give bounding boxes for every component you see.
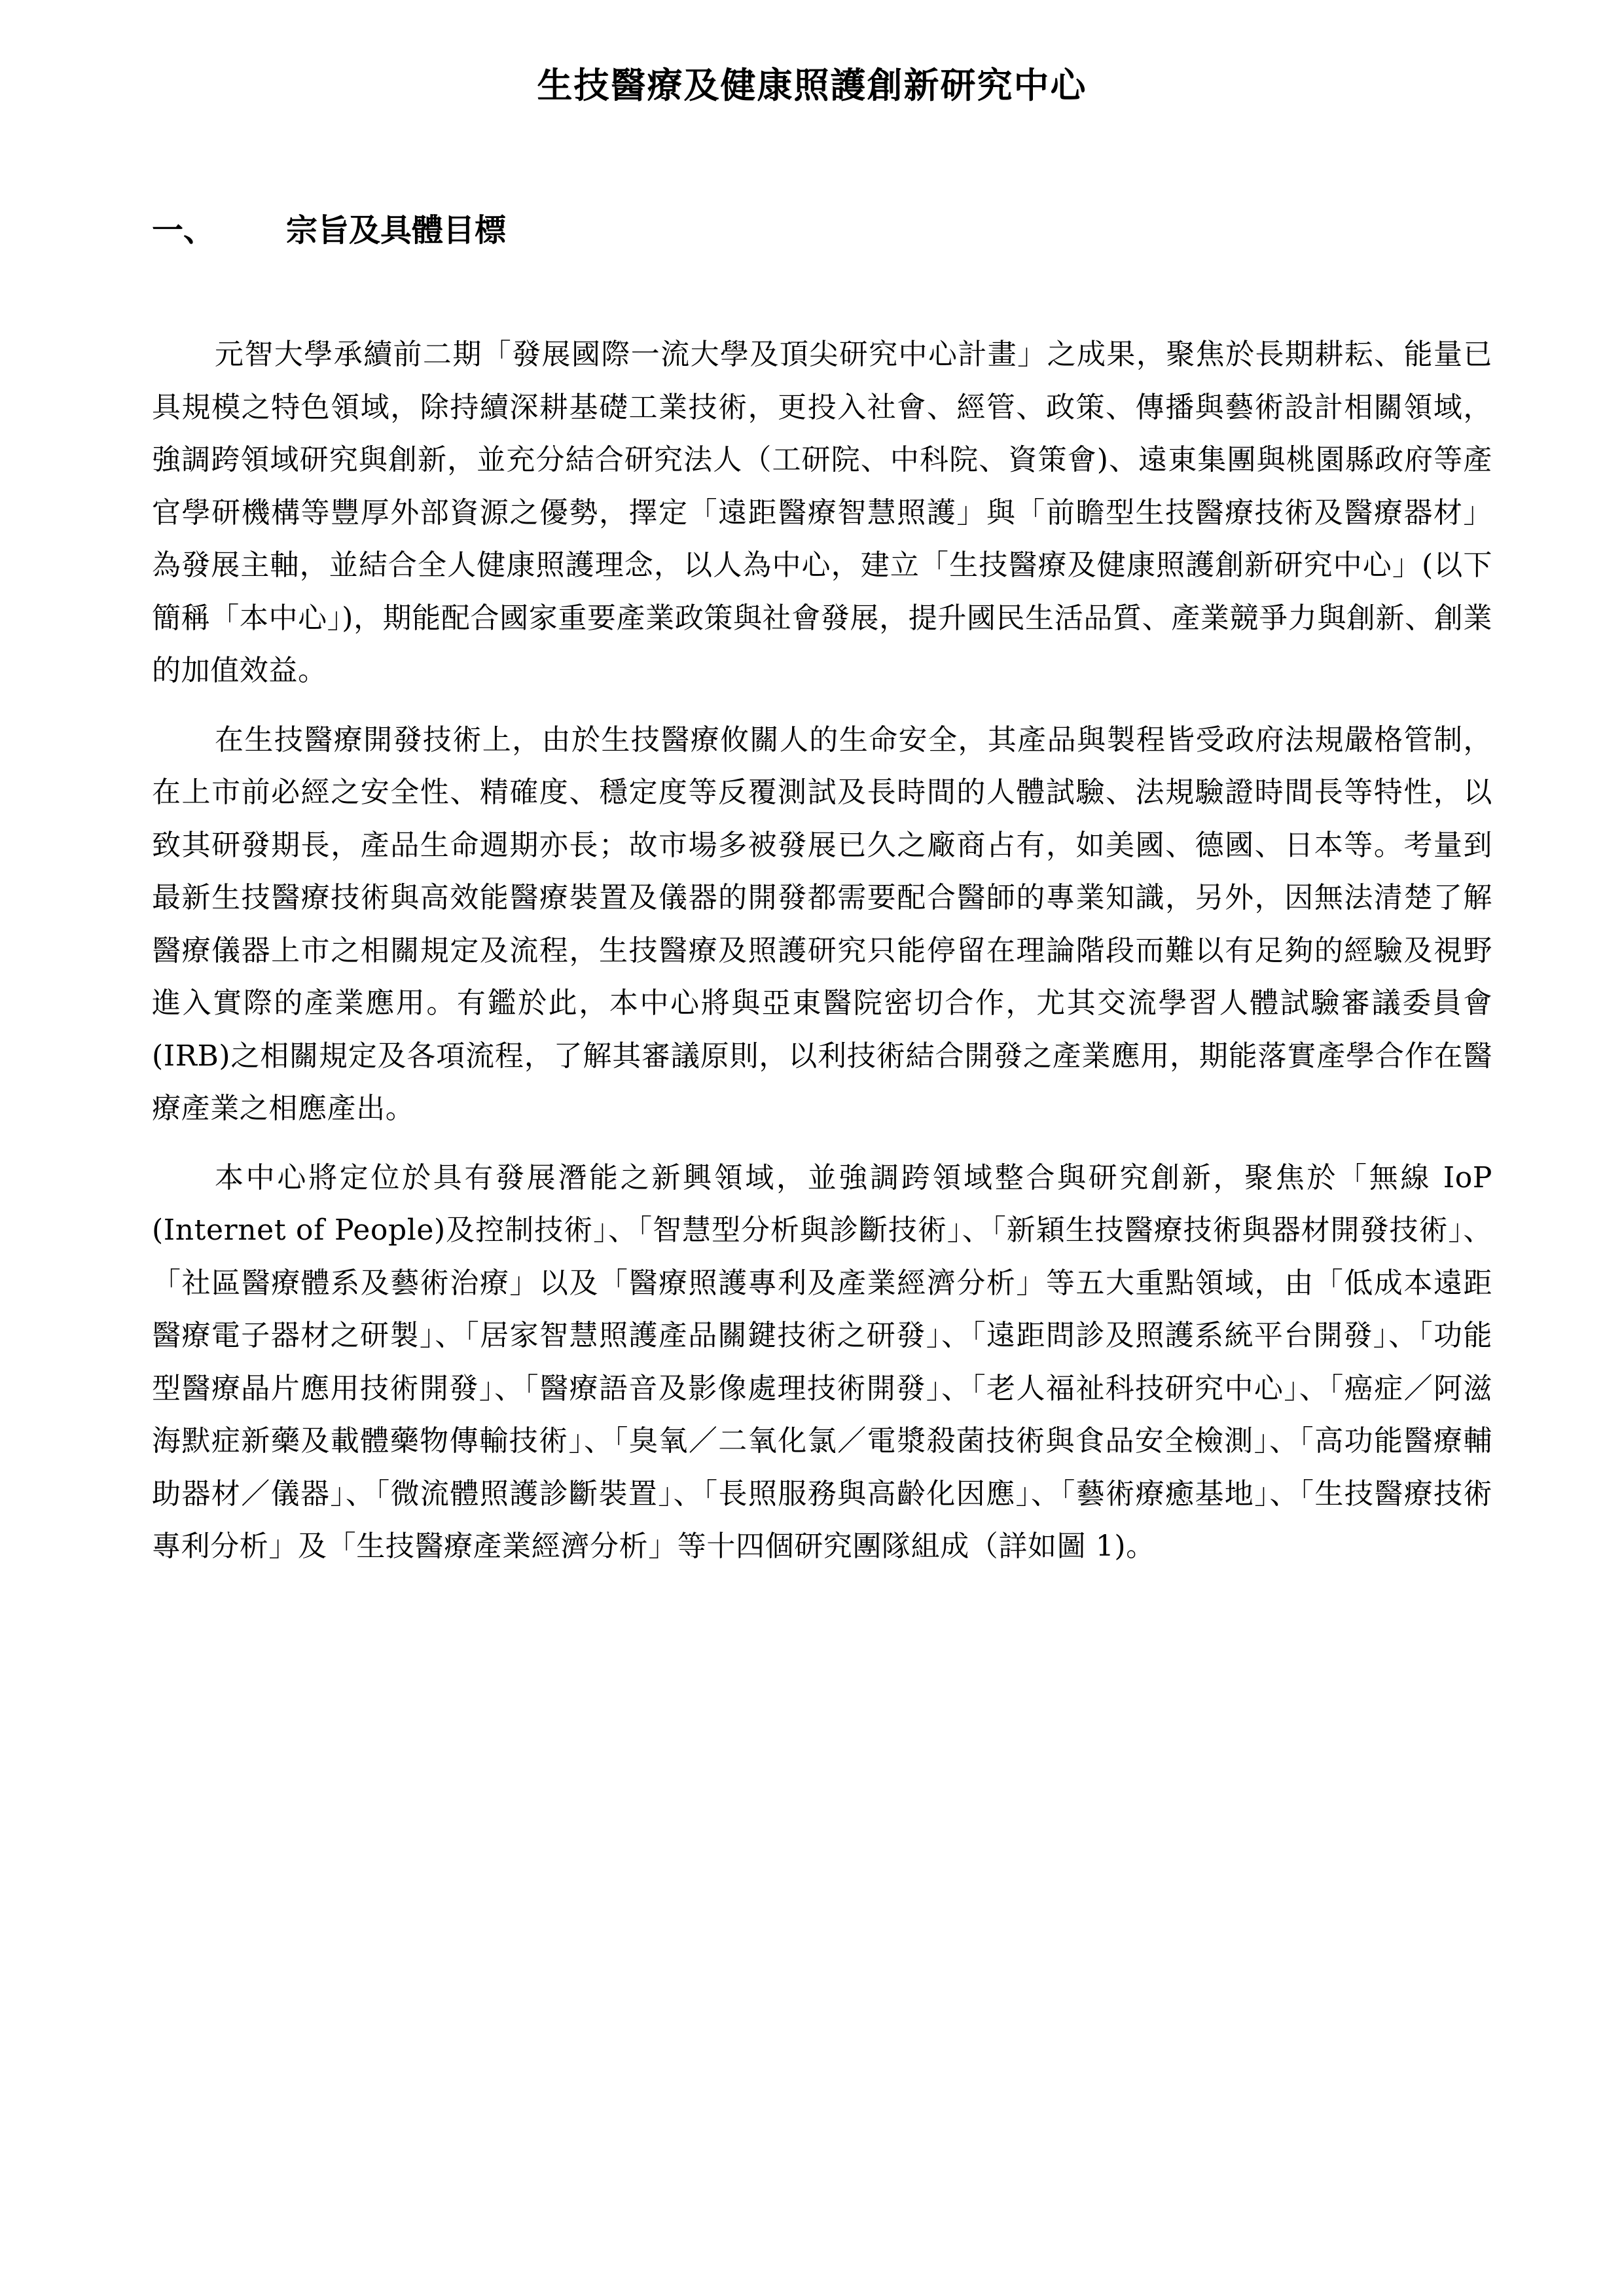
section-heading [152, 199, 506, 262]
section-number: 一、 [152, 212, 215, 249]
paragraph-2: 在生技醫療開發技術上，由於生技醫療攸關人的生命安全，其產品與製程皆受政府法規嚴格管制，在上市前必經之安全性、精確度、穩定度等反覆測試及長時間的人體試驗、法規驗證時間長等特性，以致其研發期長，產品生命週期亦長；故市場多被發展已久之廠商占有，如美國、德國、日本等。考量到最新生技醫療技術與高效能醫療裝置及儀器的開發都需要配合醫師的專業知識，另外，因無法清楚了解醫療儀器上市之相關規定及流程，生技醫療及照護研究只能停留在理論階段而難以有足夠的經驗及視野進入實際的產業應用。有鑑於此，本中心將與亞東醫院密切合作，尤其交流學習人體試驗審議委員會(IRB)之相關規定及各項流程，了解其審議原則，以利技術結合開發之產業應用，期能落實產學合作在醫療產業之相應產出。 [152, 723, 1492, 1125]
body-text [152, 329, 1492, 1590]
paragraph-3: 本中心將定位於具有發展潛能之新興領域，並強調跨領域整合與研究創新，聚焦於「無線 IoP (Internet of People)及控制技術」、「智慧型分析與診斷技術」、「新穎生技醫療技術與器材開發技術」、「社區醫療體系及藝術治療」以及「醫療照護專利及產業經濟分析」等五大重點領域，由「低成本遠距醫療電子器材之研製」、「居家智慧照護產品關鍵技術之研發」、「遠距問診及照護系統平台開發」、「功能型醫療晶片應用技術開發」、「醫療語音及影像處理技術開發」、「老人福祉科技研究中心」、「癌症／阿滋海默症新藥及載體藥物傳輸技術」、「臭氧／二氧化氯／電漿殺菌技術與食品安全檢測」、「高功能醫療輔助器材／儀器」、「微流體照護診斷裝置」、「長照服務與高齡化因應」、「藝術療癒基地」、「生技醫療技術專利分析」及「生技醫療產業經濟分析」等十四個研究團隊組成（詳如圖 1)。 [152, 1160, 1492, 1563]
paragraph-1: 元智大學承續前二期「發展國際一流大學及頂尖研究中心計畫」之成果，聚焦於長期耕耘、能量已具規模之特色領域，除持續深耕基礎工業技術，更投入社會、經管、政策、傳播與藝術設計相關領域，強調跨領域研究與創新，並充分結合研究法人（工研院、中科院、資策會)、遠東集團與桃園縣政府等產官學研機構等豐厚外部資源之優勢，擇定「遠距醫療智慧照護」與「前瞻型生技醫療技術及醫療器材」為發展主軸，並結合全人健康照護理念，以人為中心，建立「生技醫療及健康照護創新研究中心」(以下簡稱「本中心」)，期能配合國家重要產業政策與社會發展，提升國民生活品質、產業競爭力與創新、創業的加值效益。 [152, 338, 1492, 687]
document-title: 生技醫療及健康照護創新研究中心 [537, 64, 1087, 106]
section-heading-text: 宗旨及具體目標 [286, 212, 507, 249]
